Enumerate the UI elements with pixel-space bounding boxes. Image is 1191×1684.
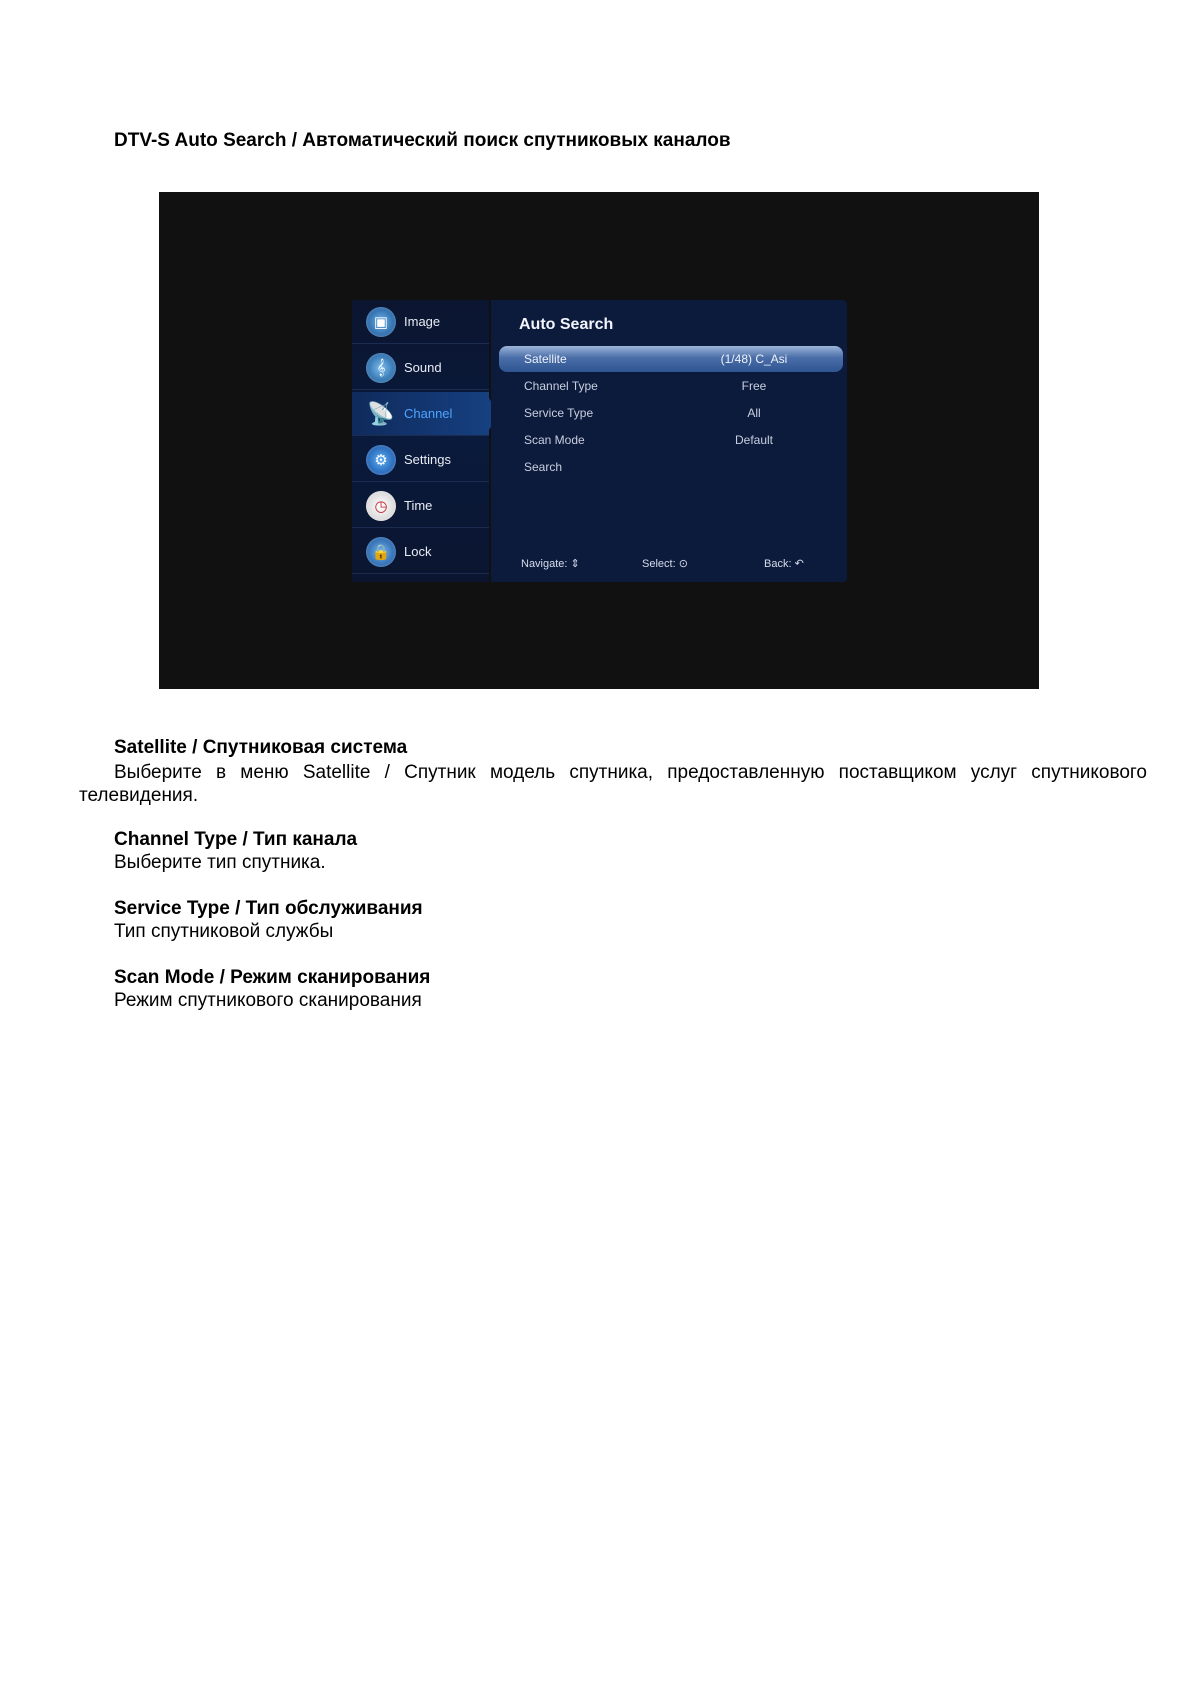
- row-value: (1/48) C_Asi: [720, 352, 788, 366]
- row-value: Default: [734, 433, 774, 447]
- section-scan-mode: [114, 967, 430, 1012]
- menu-row-channel-type[interactable]: [499, 373, 843, 399]
- section-text: Выберите тип спутника.: [114, 852, 326, 873]
- navigate-hint: [521, 557, 580, 570]
- section-text: Тип спутниковой службы: [114, 921, 334, 942]
- section-satellite-title: [114, 737, 407, 759]
- row-value: Free: [741, 379, 767, 393]
- sidebar-item-label: Time: [404, 498, 433, 513]
- section-channel-type: [114, 829, 357, 874]
- select-hint: [642, 557, 688, 570]
- section-text: Режим спутникового сканирования: [114, 990, 422, 1011]
- menu-row-scan-mode[interactable]: [499, 427, 843, 453]
- panel-title: Auto Search: [519, 316, 614, 333]
- row-label: Scan Mode: [524, 433, 585, 447]
- sidebar-item-label: Image: [404, 314, 441, 329]
- image-icon: ▣: [366, 307, 396, 337]
- menu-row-search[interactable]: [499, 454, 843, 480]
- section-title: Channel Type / Тип канала: [114, 829, 358, 850]
- section-title: Satellite / Спутниковая система: [114, 737, 408, 758]
- lock-icon: 🔒: [366, 537, 396, 567]
- ok-button-icon: ⊙: [678, 558, 688, 570]
- page-heading: DTV-S Auto Search / Автоматический поиск спутниковых каналов: [114, 130, 731, 151]
- section-title: Scan Mode / Режим сканирования: [114, 967, 431, 988]
- row-value: All: [747, 406, 761, 420]
- section-satellite-text: [79, 761, 1147, 807]
- sidebar-item-label: Sound: [404, 360, 442, 375]
- row-label: Channel Type: [524, 379, 598, 393]
- paragraph-line: Выберите в меню Satellite / Спутник модель спутника, предоставленную поставщиком услуг спутникового: [114, 762, 1147, 783]
- sidebar-item-label: Lock: [404, 544, 432, 559]
- section-title: Service Type / Тип обслуживания: [114, 898, 423, 919]
- sidebar-item-sound[interactable]: [352, 346, 489, 390]
- auto-search-panel: [491, 300, 847, 582]
- sidebar-item-image[interactable]: [352, 300, 489, 344]
- menu-footer: [491, 557, 847, 575]
- clock-icon: ◷: [366, 491, 396, 521]
- menu-row-satellite[interactable]: [499, 346, 843, 372]
- section-service-type: [114, 898, 423, 943]
- sound-icon: 𝄞: [366, 353, 396, 383]
- row-label: Service Type: [524, 406, 594, 420]
- tv-screenshot: [159, 192, 1039, 689]
- sidebar-item-time[interactable]: [352, 484, 489, 528]
- sidebar-item-lock[interactable]: [352, 530, 489, 574]
- paragraph-line: телевидения.: [79, 785, 199, 806]
- back-arrow-icon: ↶: [794, 558, 804, 570]
- back-hint: [764, 557, 804, 570]
- sidebar-item-label: Channel: [404, 406, 453, 421]
- row-label: Search: [524, 460, 563, 474]
- row-label: Satellite: [524, 352, 567, 366]
- sidebar-item-label: Settings: [404, 452, 451, 467]
- sidebar-item-channel[interactable]: [352, 392, 489, 436]
- satellite-dish-icon: 📡: [367, 400, 395, 426]
- menu-sidebar: [352, 300, 489, 582]
- tv-menu: [352, 300, 847, 582]
- select-label: Select:: [642, 558, 676, 570]
- back-label: Back:: [764, 558, 792, 570]
- navigate-label: Navigate:: [521, 558, 568, 570]
- up-down-arrows-icon: ⇕: [570, 558, 580, 570]
- sidebar-item-settings[interactable]: [352, 438, 489, 482]
- menu-row-service-type[interactable]: [499, 400, 843, 426]
- settings-icon: ⚙: [366, 445, 396, 475]
